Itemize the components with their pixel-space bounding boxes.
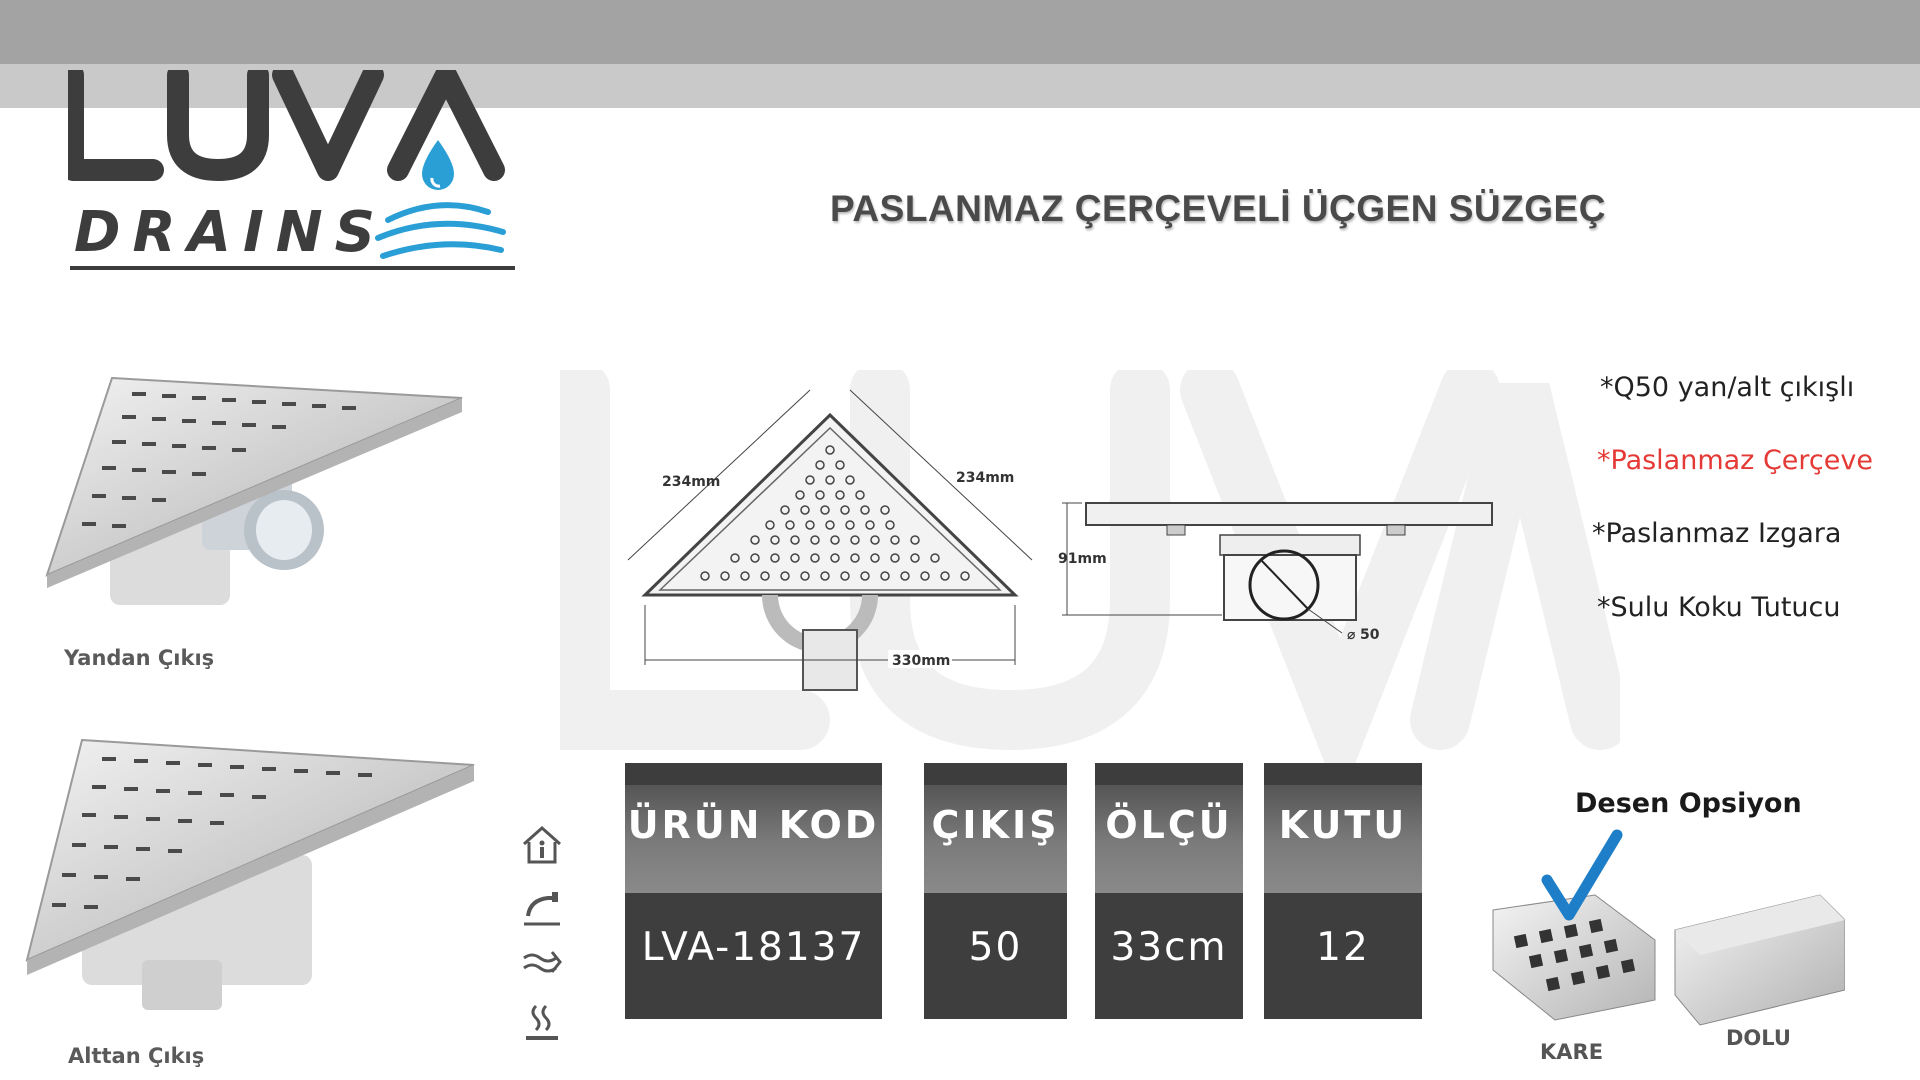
spec-value-size: 33cm: [1110, 925, 1228, 970]
faucet-icon: [518, 880, 566, 928]
document-title: PASLANMAZ ÇERÇEVELİ ÜÇGEN SÜZGEÇ: [830, 188, 1606, 229]
spec-header-outlet: ÇIKIŞ: [931, 803, 1060, 847]
odor-trap-icon: [518, 1000, 566, 1048]
spec-value-code: LVA-18137: [641, 925, 866, 970]
spec-value-outlet: 50: [968, 925, 1023, 970]
logo-tagline: DRAINS: [74, 200, 387, 265]
side-outlet-caption: Yandan Çıkış: [64, 646, 215, 670]
spec-column-outlet: [924, 763, 1067, 1019]
dim-height: 91mm: [1058, 551, 1107, 567]
pattern-square-image: [1485, 820, 1660, 1040]
side-outlet-drain-image: [42, 370, 472, 620]
spec-header-code: ÜRÜN KOD: [627, 803, 880, 847]
home-info-icon: [518, 820, 566, 868]
dim-outlet: 50: [1360, 627, 1380, 643]
feature-grate: *Paslanmaz Izgara: [1592, 518, 1842, 549]
bottom-outlet-caption: Alttan Çıkış: [68, 1044, 205, 1068]
top-band: [0, 0, 1920, 64]
top-view-drawing: [620, 380, 1040, 700]
flow-icon: [518, 940, 566, 988]
check-icon: [1547, 835, 1617, 915]
spec-column-size: [1095, 763, 1243, 1019]
spec-header-size: ÖLÇÜ: [1105, 803, 1233, 847]
dim-side-a: 234mm: [662, 474, 721, 490]
spec-column-code: [625, 763, 882, 1019]
spec-header-box: KUTU: [1278, 803, 1408, 847]
spec-column-box: [1264, 763, 1422, 1019]
feature-outlet: *Q50 yan/alt çıkışlı: [1600, 372, 1855, 403]
dim-side-b: 234mm: [956, 470, 1015, 486]
pattern-title: Desen Opsiyon: [1575, 788, 1802, 819]
spec-value-box: 12: [1316, 925, 1370, 970]
dim-outlet-label: ⌀: [1347, 627, 1356, 643]
pattern-solid-image: [1670, 890, 1845, 1030]
feature-trap: *Sulu Koku Tutucu: [1597, 592, 1841, 623]
bottom-outlet-drain-image: [22, 735, 482, 1020]
feature-frame: *Paslanmaz Çerçeve: [1597, 445, 1873, 476]
dim-width: 330mm: [892, 653, 951, 669]
pattern-label-square: KARE: [1540, 1040, 1604, 1064]
pattern-label-solid: DOLU: [1726, 1026, 1791, 1050]
side-view-drawing: [1052, 485, 1502, 655]
